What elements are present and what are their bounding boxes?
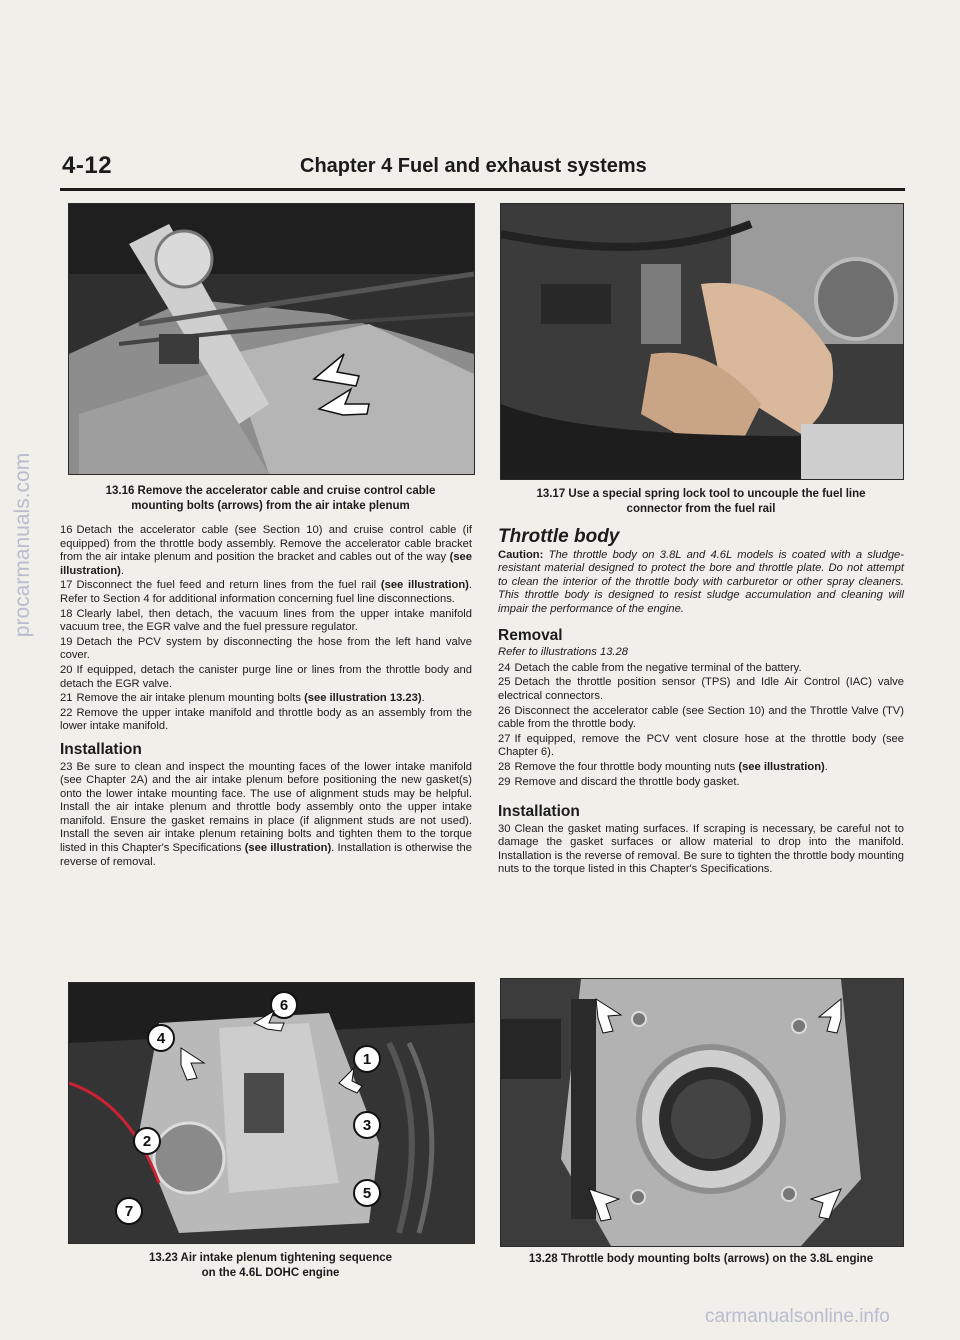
caption-13-16-line1: 13.16 Remove the accelerator cable and cruise control cable (105, 485, 436, 497)
svg-text:1: 1 (362, 1051, 372, 1068)
callout-1 (354, 1046, 380, 1072)
header-rule (60, 188, 905, 191)
callout-4 (148, 1025, 174, 1051)
caption-13-28-line1: 13.28 Throttle body mounting bolts (arrows) on the 3.8L engine (528, 1253, 874, 1265)
callout-6 (271, 992, 297, 1018)
caption-13-16-line2: mounting bolts (arrows) from the air intake plenum (131, 500, 410, 512)
callout-3 (354, 1112, 380, 1138)
callout-2 (134, 1128, 160, 1154)
step-20: 20 If equipped, detach the canister purge line or lines from the throttle body and detach the EGR valve. (60, 663, 472, 690)
caption-13-23-line1: 13.23 Air intake plenum tightening sequence (148, 1252, 393, 1264)
step-30: 30 Clean the gasket mating surfaces. If scraping is necessary, be careful not to damage the gasket surfaces or allow material to drop into the manifold. Installation is the reverse of removal. Be sure to tighten the throttle body mounting nuts to the torque listed in this Chapter's Specifications. (498, 822, 904, 876)
watermark-bottom: carmanualsonline.info (705, 1306, 890, 1327)
caption-13-16 (88, 484, 453, 514)
step-18: 18 Clearly label, then detach, the vacuum lines from the upper intake manifold vacuum tree, the EGR valve and the fuel pressure regulator. (60, 607, 472, 634)
left-column (60, 524, 472, 870)
caption-13-23-line2: on the 4.6L DOHC engine (201, 1267, 340, 1279)
caption-13-17 (505, 487, 897, 517)
page-header (62, 152, 905, 186)
svg-text:2: 2 (142, 1133, 152, 1150)
step-22: 22 Remove the upper intake manifold and throttle body as an assembly from the lower intake manifold. (60, 706, 472, 733)
chapter-title: Chapter 4 Fuel and exhaust systems (300, 155, 647, 177)
photo-13-17 (500, 203, 904, 480)
caption-13-23 (88, 1251, 453, 1281)
step-24: 24 Detach the cable from the negative terminal of the battery. (498, 661, 802, 674)
step-29: 29 Remove and discard the throttle body gasket. (498, 775, 740, 788)
watermark-side: procarmanuals.com (11, 452, 34, 638)
caption-13-17-line1: 13.17 Use a special spring lock tool to uncouple the fuel line (536, 488, 866, 500)
step-16: 16 Detach the accelerator cable (see Section 10) and cruise control cable (if equipped) from the throttle body assembly. Remove the accelerator cable bracket from the air intake plenum and position the bracket and cables out of the way (see illustration). (60, 524, 472, 577)
caption-13-17-line2: connector from the fuel rail (626, 503, 776, 515)
step-17: 17 Disconnect the fuel feed and return lines from the fuel rail (see illustration). Refer to Section 4 for additional information concerning fuel line disconnections. (60, 579, 473, 605)
right-column (498, 526, 905, 878)
svg-text:7: 7 (124, 1203, 134, 1220)
callout-5 (354, 1180, 380, 1206)
svg-text:6: 6 (279, 997, 289, 1014)
photo-13-28 (500, 978, 904, 1247)
installation-heading-right: Installation (498, 803, 580, 821)
removal-heading: Removal (498, 626, 563, 644)
section-title-throttle-body: Throttle body (498, 526, 620, 547)
removal-reference: Refer to illustrations 13.28 (498, 646, 628, 659)
step-23: 23 Be sure to clean and inspect the mounting faces of the lower intake manifold (see Chapter 2A) and the air intake plenum before positioning the new gasket(s) onto the lower intake mounting face. The use of alignment studs may be helpful. Install the air intake plenum and throttle body assembly onto the upper intake manifold. Ensure the gasket remains in place (if alignment studs are not used). Install the seven air intake plenum retaining bolts and tighten them to the torque listed in this Chapter's Specifications (see illustration). Installation is otherwise the reverse of removal. (60, 760, 472, 868)
svg-text:5: 5 (362, 1185, 372, 1202)
photo-13-17-art (501, 204, 903, 479)
step-26: 26 Disconnect the accelerator cable (see Section 10) and the Throttle Valve (TV) cable from the throttle body. (498, 704, 904, 731)
step-21: 21 Remove the air intake plenum mounting bolts (see illustration 13.23). (60, 692, 425, 705)
page-number: 4-12 (62, 152, 113, 179)
step-27: 27 If equipped, remove the PCV vent closure hose at the throttle body (see Chapter 6). (498, 732, 904, 759)
svg-text:4: 4 (156, 1030, 166, 1047)
svg-text:3: 3 (362, 1117, 372, 1134)
photo-13-23 (68, 982, 475, 1244)
callout-7 (116, 1198, 142, 1224)
photo-13-16 (68, 203, 475, 475)
caution-note: Caution: The throttle body on 3.8L and 4.6L models is coated with a sludge-resistant material designed to protect the bore and throttle plate. Do not attempt to clean the interior of the throttle body with carburetor or other spray cleaners. This throttle body is designed to resist sludge accumulation and cleaning will impair the performance of the engine. (498, 548, 905, 615)
caption-13-28 (500, 1252, 902, 1267)
photo-13-28-art (501, 979, 903, 1246)
installation-heading-left: Installation (60, 740, 142, 758)
step-28: 28 Remove the four throttle body mounting nuts (see illustration). (498, 760, 828, 773)
photo-13-16-art (69, 204, 474, 474)
photo-13-23-callouts (69, 983, 474, 1243)
step-19: 19 Detach the PCV system by disconnecting the hose from the left hand valve cover. (60, 635, 472, 662)
step-25: 25 Detach the throttle position sensor (TPS) and Idle Air Control (IAC) valve electrical connectors. (498, 676, 904, 702)
